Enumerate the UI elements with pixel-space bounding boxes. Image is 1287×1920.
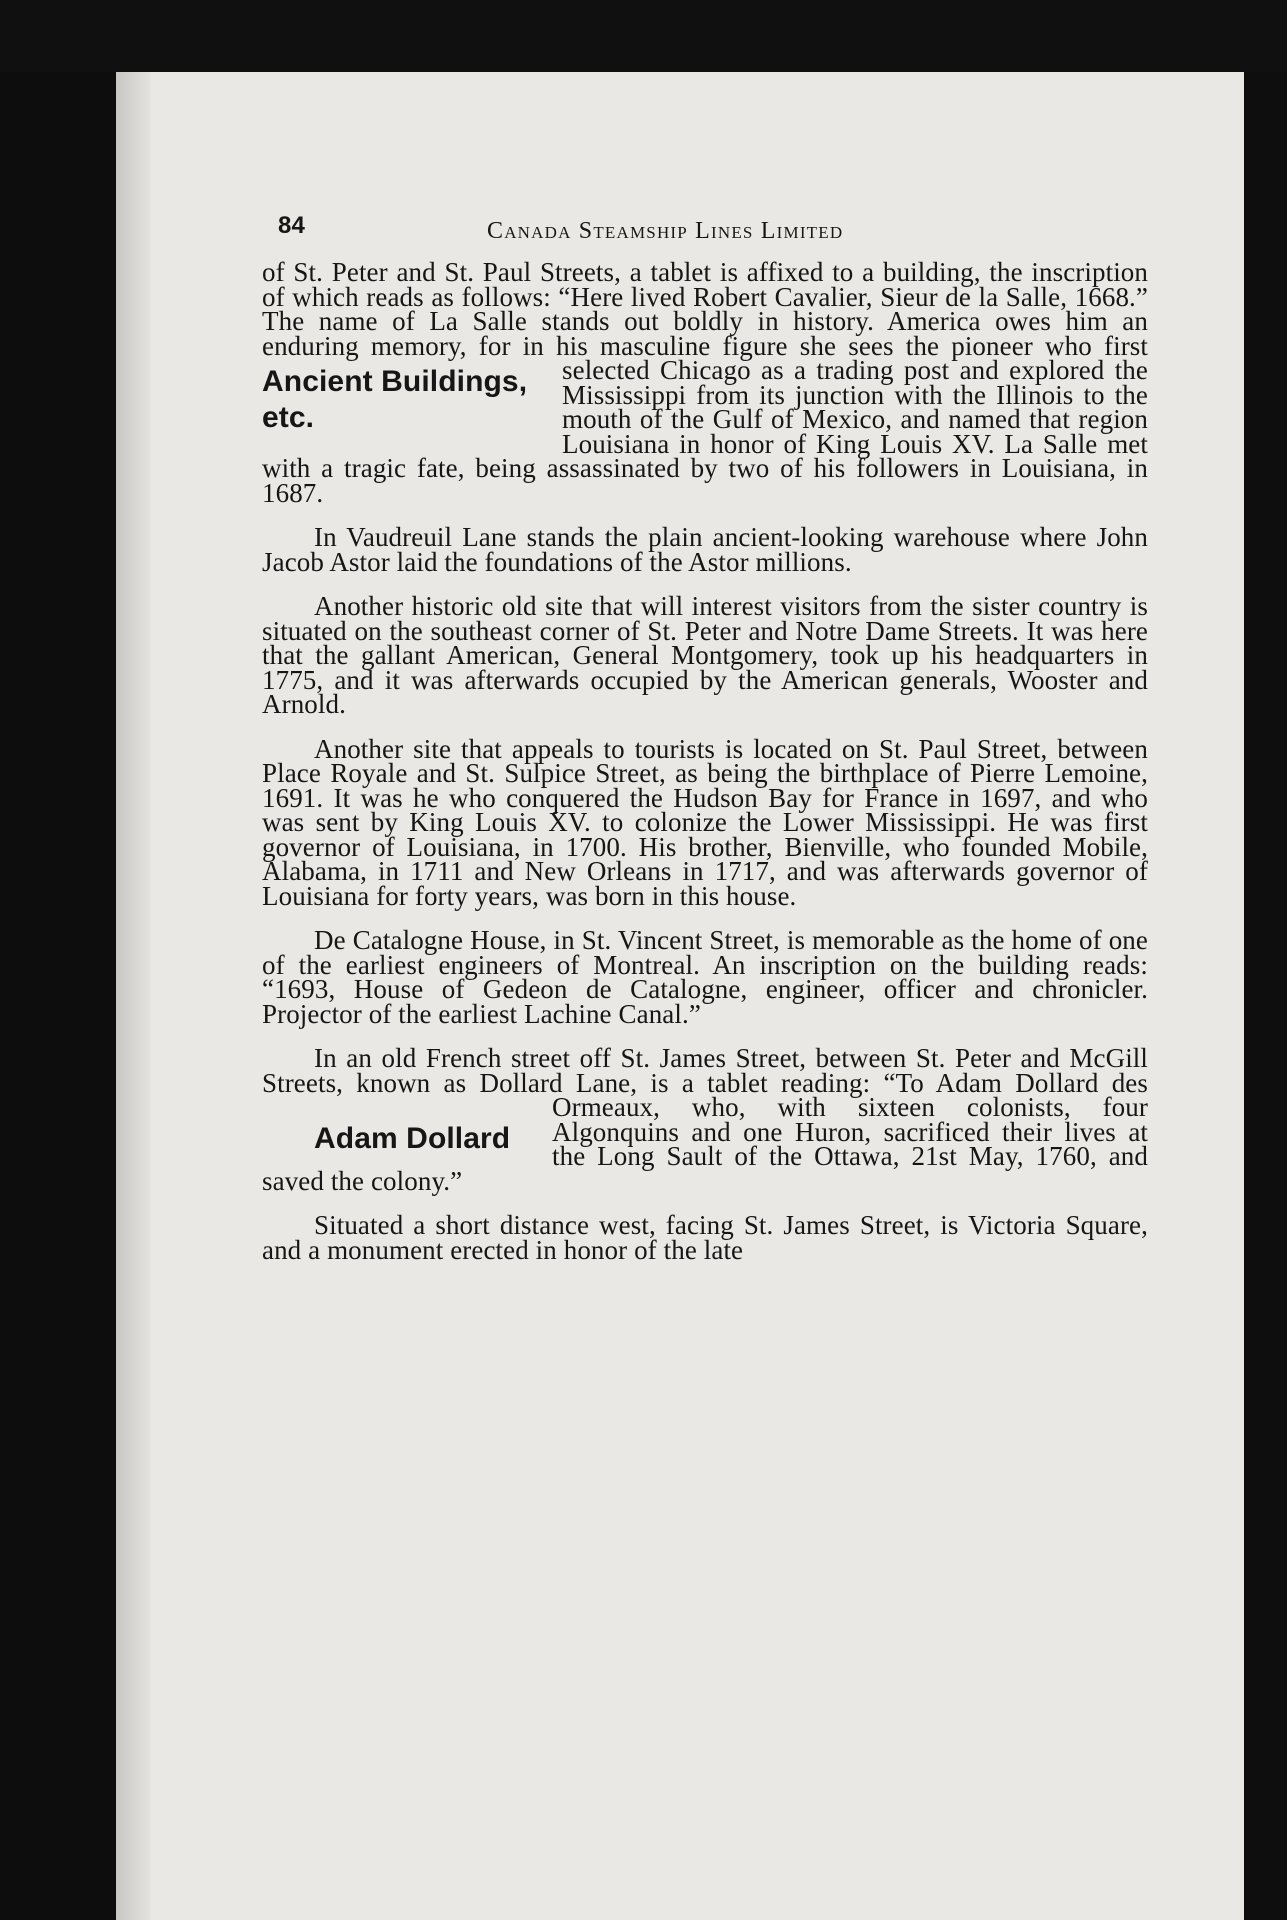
scan-border-right [1244, 72, 1287, 1920]
sidehead-ancient-buildings: Ancient Buildings, etc. [262, 365, 528, 434]
paragraph-montgomery: Another historic old site that will interest visitors from the sister country is situated on the southeast corner of St. Peter and Notre Dame Streets. It was here that the gallant American, General Montgomery, took up his headquarters in 1775, and it was afterwards occupied by the American generals, Wooster and Arnold. [262, 591, 1148, 719]
paragraph-dollard-end: colonists, four Algonquins and one Huron, sacrificed their lives at the Long Sault of the Ottawa, 21st May, 1760, and saved the colony.” [262, 1092, 1148, 1196]
paragraph-dollard [262, 1043, 1148, 1196]
paragraph-lemoine: Another site that appeals to tourists is located on St. Paul Street, between Place Royale and St. Sulpice Street, as being the birthplace of Pierre Lemoine, 1691. It was he who conquered the Hudson Bay for France in 1697, and who was sent by King Louis XV. to colonize the Lower Mississippi. He was first governor of Louisiana, in 1700. His brother, Bienville, who founded Mobile, Alabama, in 1711 and New Orleans in 1717, and was afterwards governor of Louisiana for forty years, was born in this house. [262, 733, 1148, 911]
paragraph-victoria-square: Situated a short distance west, facing St. James Street, is Victoria Square, and a monument erected in honor of the late [262, 1210, 1148, 1265]
page-content [262, 214, 1148, 1282]
running-head [262, 214, 1148, 250]
sidehead-adam-dollard: Adam Dollard [314, 1122, 511, 1155]
page-binding-shadow [116, 72, 150, 1920]
paragraph-la-salle-end: the pioneer who first selected Chicago as a trading post and explored the Mississippi from its junction with the Illinois to the mouth of the Gulf of Mexico, and named that region Louisiana in honor of King Louis XV. La Salle met with a tragic fate, being assassinated by two of his followers in Louisiana, in 1687. [262, 330, 1148, 508]
paragraph-de-catalogne: De Catalogne House, in St. Vincent Street, is memorable as the home of one of the earliest engineers of Montreal. An inscription on the building reads: “1693, House of Gedeon de Catalogne, engineer, officer and chronicler. Projector of the earliest Lachine Canal.” [262, 925, 1148, 1029]
paragraph-astor-warehouse: In Vaudreuil Lane stands the plain ancient-looking warehouse where John Jacob Astor laid the foundations of the Astor millions. [262, 522, 1148, 577]
paragraph-dollard-start: In an old French street off St. James Street, between St. Peter and McGill Streets, known as Dollard Lane, is a tablet reading: “To Adam Dollard des Ormeaux, who, with sixteen [262, 1043, 1148, 1122]
scan-border-top [0, 0, 1287, 72]
book-title: Canada Steamship Lines Limited [487, 218, 844, 244]
page-number: 84 [278, 212, 305, 239]
paragraph-la-salle [262, 257, 1148, 508]
paragraph-la-salle-start: of St. Peter and St. Paul Streets, a tablet is affixed to a building, the inscription of which reads as follows: “Here lived Robert Cavalier, Sieur de la Salle, 1668.” The name of La Salle stands out boldly in history. America owes him an enduring memory, for in his masculine figure she sees [262, 257, 1148, 361]
